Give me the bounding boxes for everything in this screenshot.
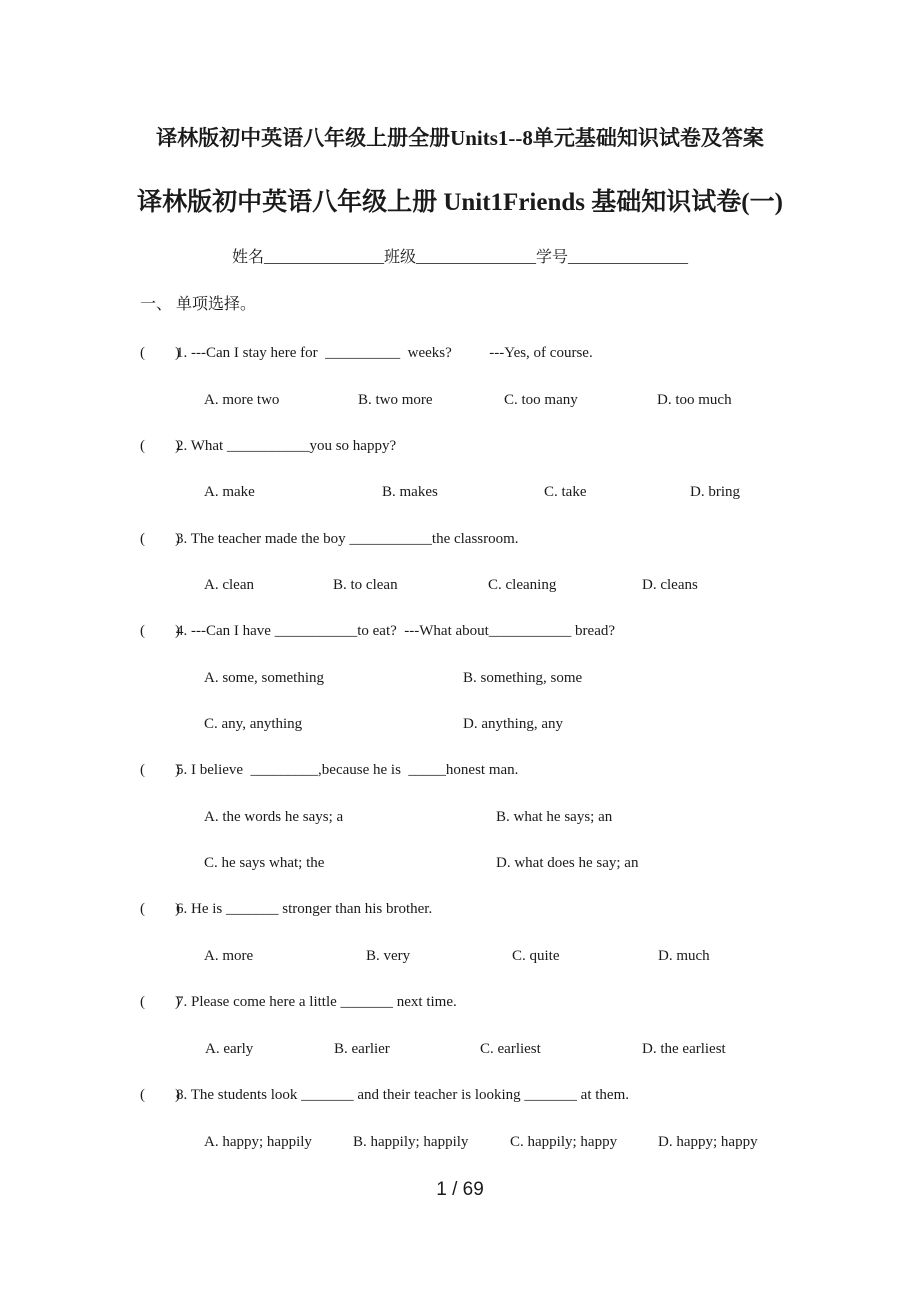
answer-blank-paren: ( ): [140, 623, 180, 639]
option-a: A. make: [204, 484, 255, 500]
option-b: B. what he says; an: [496, 809, 613, 825]
question-text: 6. He is _______ stronger than his brother.: [176, 901, 433, 917]
option-d: D. the earliest: [642, 1041, 726, 1057]
option-a: A. the words he says; a: [204, 809, 344, 825]
question-text: 2. What ___________you so happy?: [176, 438, 397, 454]
question-text: 4. ---Can I have ___________to eat? ---What about___________ bread?: [176, 623, 616, 639]
option-a: A. happy; happily: [204, 1134, 312, 1150]
option-d: D. anything, any: [463, 716, 563, 732]
question-text: 1. ---Can I stay here for __________ weeks? ---Yes, of course.: [176, 345, 593, 361]
option-c: C. he says what; the: [204, 855, 325, 871]
option-d: D. what does he say; an: [496, 855, 639, 871]
answer-blank-paren: ( ): [140, 438, 180, 454]
option-c: C. earliest: [480, 1041, 541, 1057]
option-b: B. happily; happily: [353, 1134, 469, 1150]
answer-blank-paren: ( ): [140, 762, 180, 778]
option-c: C. happily; happy: [510, 1134, 618, 1150]
option-b: B. two more: [358, 392, 433, 408]
option-b: B. earlier: [334, 1041, 390, 1057]
option-a: A. more two: [204, 392, 280, 408]
question-text: 3. The teacher made the boy ___________the classroom.: [176, 531, 519, 547]
option-c: C. any, anything: [204, 716, 303, 732]
answer-blank-paren: ( ): [140, 1087, 180, 1103]
option-d: D. happy; happy: [658, 1134, 758, 1150]
document-sub-title: 译林版初中英语八年级上册 Unit1Friends 基础知识试卷(一): [137, 189, 783, 216]
page-indicator: 1 / 69: [436, 1179, 484, 1200]
option-b: B. very: [366, 948, 411, 964]
option-a: A. some, something: [204, 670, 324, 686]
option-c: C. cleaning: [488, 577, 557, 593]
option-a: A. more: [204, 948, 254, 964]
option-c: C. quite: [512, 948, 560, 964]
question-text: 8. The students look _______ and their teacher is looking _______ at them.: [176, 1087, 629, 1103]
option-b: B. makes: [382, 484, 438, 500]
option-a: A. clean: [204, 577, 254, 593]
question-text: 7. Please come here a little _______ next time.: [176, 994, 457, 1010]
option-c: C. take: [544, 484, 587, 500]
answer-blank-paren: ( ): [140, 901, 180, 917]
option-d: D. too much: [657, 392, 732, 408]
option-a: A. early: [205, 1041, 254, 1057]
section-heading: 一、 单项选择。: [140, 296, 257, 313]
option-b: B. to clean: [333, 577, 398, 593]
option-b: B. something, some: [463, 670, 583, 686]
option-d: D. much: [658, 948, 710, 964]
answer-blank-paren: ( ): [140, 531, 180, 547]
question-text: 5. I believe _________,because he is _____honest man.: [176, 762, 519, 778]
document-main-title: 译林版初中英语八年级上册全册Units1--8单元基础知识试卷及答案: [156, 126, 764, 150]
option-d: D. cleans: [642, 577, 698, 593]
answer-blank-paren: ( ): [140, 994, 180, 1010]
answer-blank-paren: ( ): [140, 345, 180, 361]
option-d: D. bring: [690, 484, 740, 500]
option-c: C. too many: [504, 392, 578, 408]
student-info-line: 姓名_______________班级_______________学号_______________: [231, 249, 688, 266]
